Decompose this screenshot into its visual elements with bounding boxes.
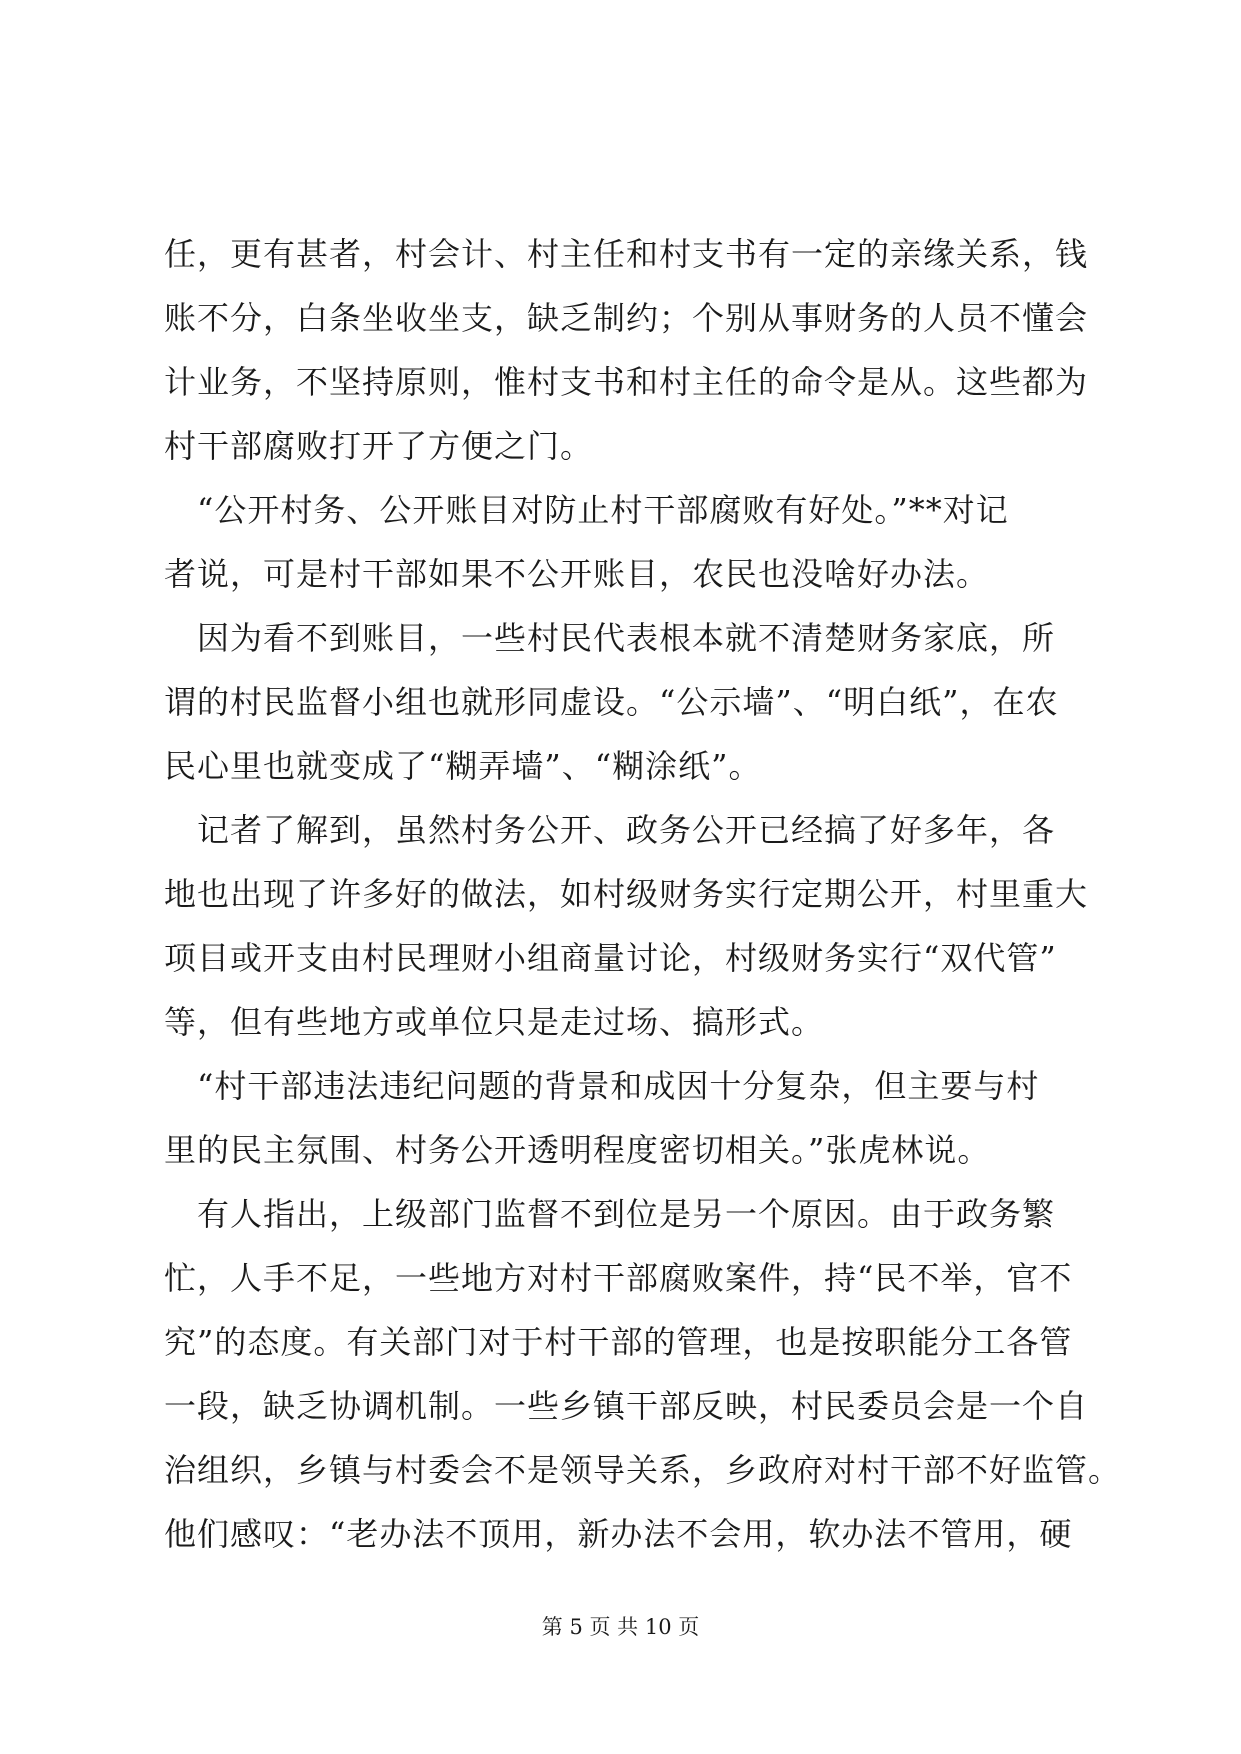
paragraph [164,478,1079,606]
text-line: 究”的态度。有关部门对于村干部的管理，也是按职能分工各管 [164,1323,1073,1361]
paragraph [164,1054,1079,1182]
document-body [164,222,1122,1566]
text-line: “公开村务、公开账目对防止村干部腐败有好处。”**对记 [164,491,1009,529]
text-line: 治组织，乡镇与村委会不是领导关系，乡政府对村干部不好监管。 [164,1451,1122,1489]
text-line: 忙，人手不足，一些地方对村干部腐败案件，持“民不举，官不 [164,1259,1073,1297]
text-line: 村干部腐败打开了方便之门。 [164,427,594,465]
text-line: 地也出现了许多好的做法，如村级财务实行定期公开，村里重大 [164,875,1089,913]
text-line: 者说，可是村干部如果不公开账目，农民也没啥好办法。 [164,555,990,593]
paragraph [164,798,1089,1054]
text-line: 谓的村民监督小组也就形同虚设。“公示墙”、“明白纸”，在农 [164,683,1059,721]
text-line: 他们感叹：“老办法不顶用，新办法不会用，软办法不管用，硬 [164,1515,1073,1553]
text-line: 一段，缺乏协调机制。一些乡镇干部反映，村民委员会是一个自 [164,1387,1089,1425]
page-number-footer: 第 5 页 共 10 页 [541,1615,700,1639]
text-line: 任，更有甚者，村会计、村主任和村支书有一定的亲缘关系，钱 [164,235,1089,273]
paragraph [164,1182,1122,1566]
text-line: 等，但有些地方或单位只是走过场、搞形式。 [164,1003,825,1041]
text-line: 记者了解到，虽然村务公开、政务公开已经搞了好多年，各 [164,811,1056,849]
text-line: 因为看不到账目，一些村民代表根本就不清楚财务家底，所 [164,619,1056,657]
text-line: 项目或开支由村民理财小组商量讨论，村级财务实行“双代管” [164,939,1057,977]
text-line: 计业务，不坚持原则，惟村支书和村主任的命令是从。这些都为 [164,363,1089,401]
paragraph [164,606,1079,798]
paragraph [164,222,1089,478]
text-line: “村干部违法违纪问题的背景和成因十分复杂，但主要与村 [164,1067,1040,1105]
text-line: 有人指出，上级部门监督不到位是另一个原因。由于政务繁 [164,1195,1056,1233]
text-line: 账不分，白条坐收坐支，缺乏制约；个别从事财务的人员不懂会 [164,299,1089,337]
text-line: 民心里也就变成了“糊弄墙”、“糊涂纸”。 [164,747,762,785]
text-line: 里的民主氛围、村务公开透明程度密切相关。”张虎林说。 [164,1131,991,1169]
